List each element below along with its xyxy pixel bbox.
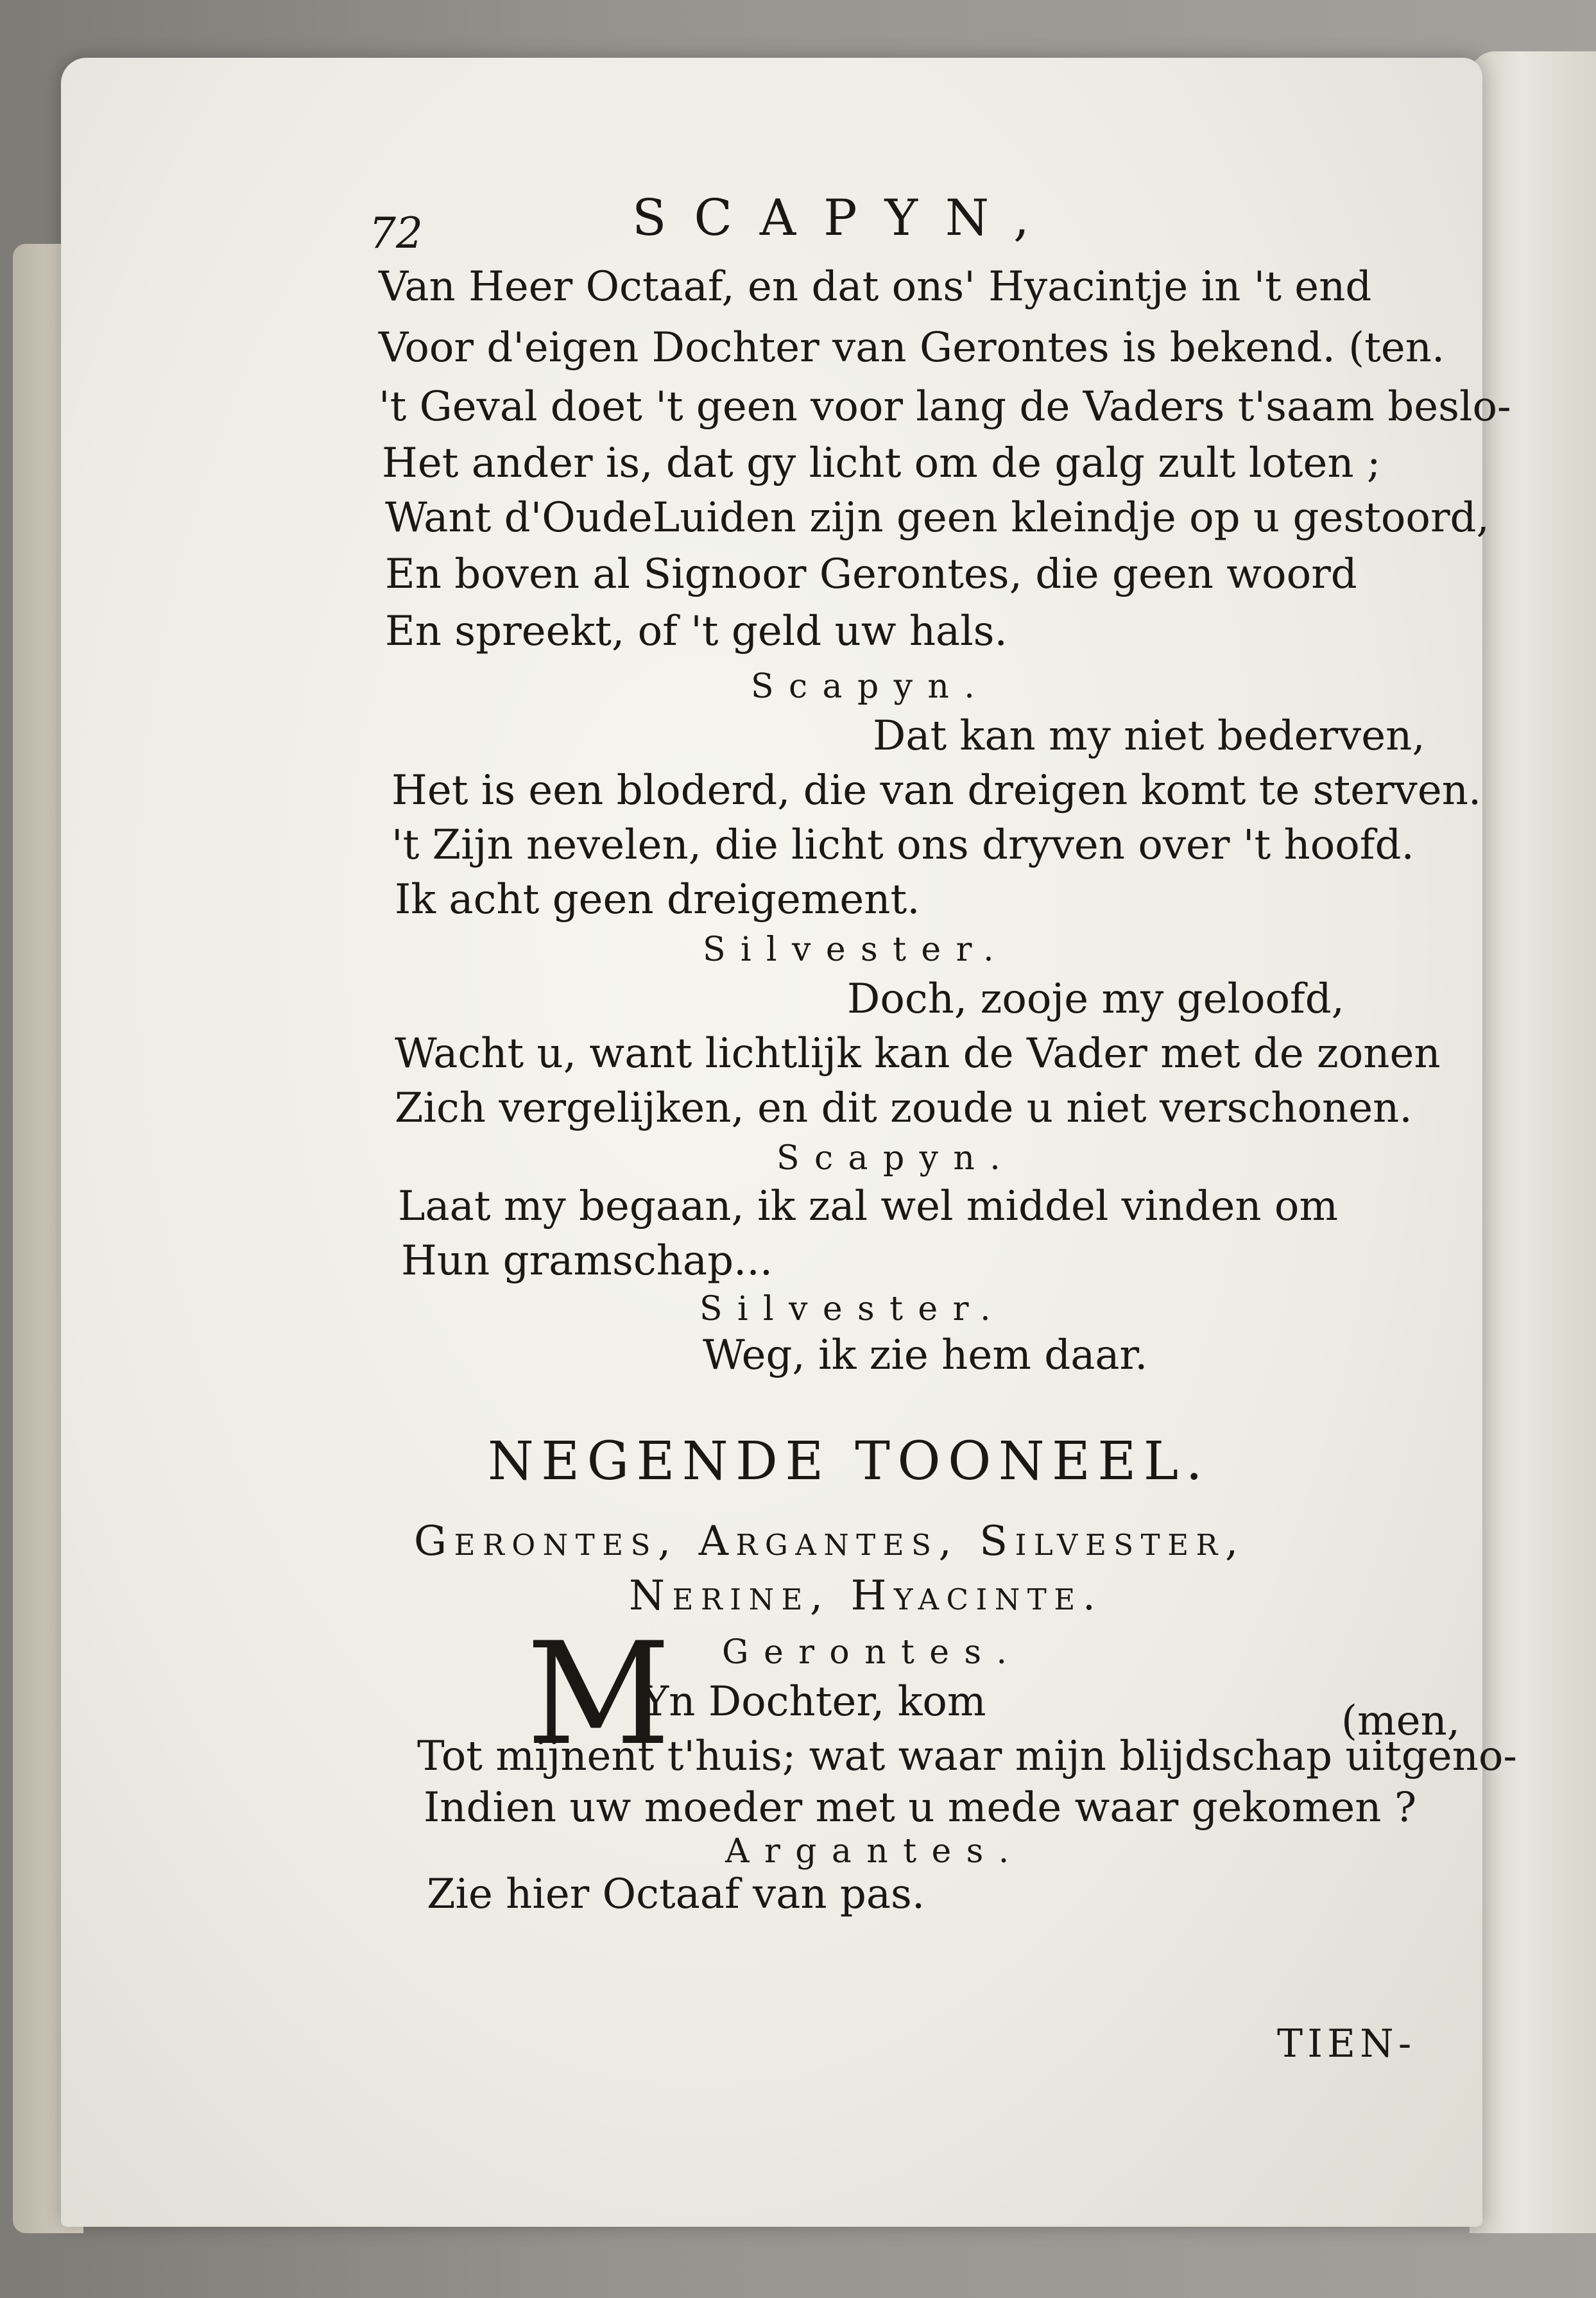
verse-line: En spreekt, of 't geld uw hals. (385, 608, 1008, 655)
verse-line: (men, (1341, 1697, 1461, 1745)
speaker-name: Argantes. (725, 1832, 1024, 1871)
verse-line: En boven al Signoor Gerontes, die geen woord (385, 551, 1357, 598)
verse-line: Het ander is, dat gy licht om de galg zult loten ; (382, 440, 1381, 487)
verse-line: Indien uw moeder met u mede waar gekomen ? (424, 1784, 1417, 1831)
verse-line: Ik acht geen dreigement. (395, 876, 920, 923)
verse-line: Zie hier Octaaf van pas. (427, 1871, 925, 1918)
verse-line: Wacht u, want lichtlijk kan de Vader met de zonen (395, 1030, 1441, 1077)
speaker-name: Silvester. (703, 930, 1009, 969)
speaker-name: Scapyn. (777, 1139, 1016, 1178)
verse-line: 't Geval doet 't geen voor lang de Vaders t'saam beslo- (379, 383, 1511, 431)
page-number: 72 (369, 209, 423, 258)
verse-line: 't Zijn nevelen, die licht ons dryven over 't hoofd. (391, 821, 1414, 869)
verse-line: Zich vergelijken, en dit zoude u niet verschonen. (395, 1085, 1412, 1132)
catchword: TIEN- (1277, 2021, 1416, 2066)
book-page (61, 58, 1517, 2227)
speaker-name: Scapyn. (751, 667, 990, 706)
verse-line: Dat kan my niet bederven, (873, 712, 1425, 760)
drop-capital: M (526, 1612, 671, 1776)
facing-page-edge (1470, 51, 1596, 2233)
verse-line: Weg, ik zie hem daar. (703, 1332, 1148, 1379)
speaker-name: Silvester. (699, 1290, 1006, 1328)
cast-list: Nerine, Hyacinte. (629, 1572, 1103, 1620)
verse-line: Laat my begaan, ik zal wel middel vinden om (398, 1183, 1339, 1230)
verse-line: Want d'OudeLuiden zijn geen kleindje op u gestoord, (385, 494, 1489, 542)
verse-line: Yn Dochter, kom (642, 1678, 986, 1726)
speaker-name: Gerontes. (722, 1633, 1022, 1672)
verse-line: Het is een bloderd, die van dreigen komt te sterven. (391, 767, 1482, 814)
verse-line: Hun gramschap... (401, 1237, 773, 1285)
cast-list: Gerontes, Argantes, Silvester, (414, 1518, 1246, 1565)
verse-line: Van Heer Octaaf, en dat ons' Hyacintje in 't end (379, 263, 1372, 311)
scene-title: NEGENDE TOONEEL. (488, 1431, 1210, 1492)
running-title: SCAPYN, (632, 189, 1057, 247)
verse-line: Doch, zooje my geloofd, (847, 975, 1344, 1023)
verse-line: Voor d'eigen Dochter van Gerontes is bekend. (ten. (379, 324, 1445, 372)
verse-line: Tot mijnent t'huis; wat waar mijn blijdschap uitgeno- (417, 1733, 1517, 1780)
